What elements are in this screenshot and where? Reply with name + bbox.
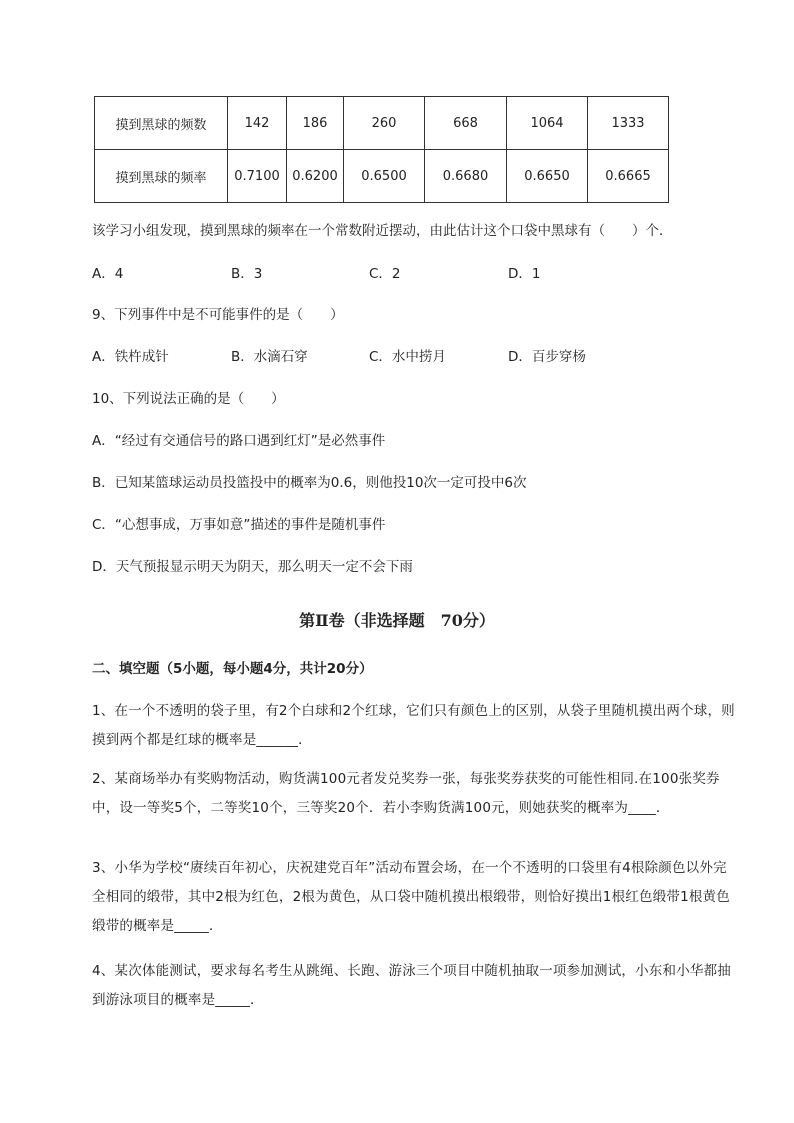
q9-option-b: B．水滴石穿 [231, 349, 308, 365]
frequency-table [94, 96, 669, 203]
table-cell: 186 [287, 97, 344, 150]
q10-option-d: D．天气预报显示明天为阴天，那么明天一定不会下雨 [92, 559, 413, 575]
q9-option-d: D．百步穿杨 [508, 349, 586, 365]
fill-question-1: 1、在一个不透明的袋子里，有2个白球和2个红球，它们只有颜色上的区别，从袋子里随机摸出两个球，则摸到两个都是红球的概率是______． [92, 703, 735, 748]
table-cell: 260 [344, 97, 425, 150]
q10-option-c: C．“心想事成，万事如意”描述的事件是随机事件 [92, 517, 386, 533]
section-title: 第Ⅱ卷（非选择题 70分） [299, 611, 495, 630]
table-row [95, 97, 669, 150]
q10-option-a: A．“经过有交通信号的路口遇到红灯”是必然事件 [92, 433, 386, 449]
table-cell: 0.6665 [588, 150, 669, 203]
table-cell: 0.7100 [228, 150, 287, 203]
question-10-stem: 10、下列说法正确的是（ ） [92, 391, 285, 407]
table-cell: 0.6680 [425, 150, 507, 203]
question-9-stem: 9、下列事件中是不可能事件的是（ ） [92, 307, 344, 323]
fill-question-3: 3、小华为学校“赓续百年初心，庆祝建党百年”活动布置会场，在一个不透明的口袋里有4根除颜色以外完全相同的缎带，其中2根为红色，2根为黄色，从口袋中随机摸出根缎带，则恰好摸出1根红色缎带1根黄色缎带的概率是_____． [92, 860, 730, 934]
table-cell: 1333 [588, 97, 669, 150]
q8-option-a: A．4 [92, 266, 124, 282]
q8-option-b: B．3 [231, 266, 263, 282]
question-8-stem: 该学习小组发现，摸到黑球的频率在一个常数附近摆动，由此估计这个口袋中黑球有（ ）个． [92, 223, 673, 239]
section-subtitle: 二、填空题（5小题，每小题4分，共计20分） [92, 661, 373, 677]
table-cell: 0.6200 [287, 150, 344, 203]
table-cell: 1064 [507, 97, 588, 150]
q10-option-b: B．已知某篮球运动员投篮投中的概率为0.6，则他投10次一定可投中6次 [92, 475, 527, 491]
q8-option-d: D．1 [508, 266, 541, 282]
q9-option-a: A．铁杵成针 [92, 349, 169, 365]
row-header: 摸到黑球的频率 [95, 150, 228, 203]
table-cell: 142 [228, 97, 287, 150]
table-cell: 668 [425, 97, 507, 150]
fill-question-4: 4、某次体能测试，要求每名考生从跳绳、长跑、游泳三个项目中随机抽取一项参加测试，小东和小华都抽到游泳项目的概率是_____． [92, 963, 731, 1008]
q9-option-c: C．水中捞月 [369, 349, 446, 365]
row-header: 摸到黑球的频数 [95, 97, 228, 150]
table-cell: 0.6650 [507, 150, 588, 203]
q8-option-c: C．2 [369, 266, 401, 282]
table-cell: 0.6500 [344, 150, 425, 203]
table-row [95, 150, 669, 203]
fill-question-2: 2、某商场举办有奖购物活动，购货满100元者发兑奖券一张，每张奖券获奖的可能性相同.在100张奖券中，设一等奖5个，二等奖10个，三等奖20个．若小李购货满100元，则她获奖的概率为____． [92, 771, 720, 816]
